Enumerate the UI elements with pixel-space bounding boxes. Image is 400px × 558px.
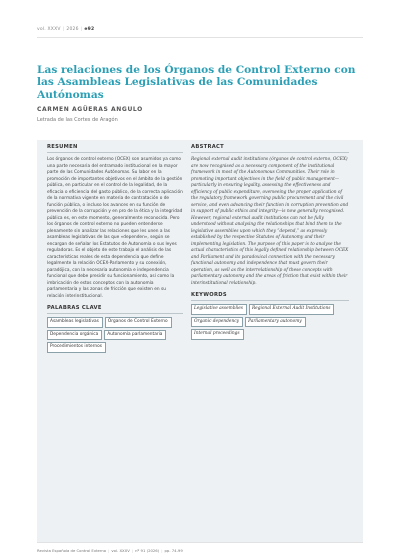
- resumen-heading: RESUMEN: [47, 144, 183, 153]
- spanish-column: [37, 140, 183, 353]
- keyword-tag: Regional External Audit Institutions: [249, 304, 335, 315]
- running-header: vol. XXXV | 2026 | e92: [37, 27, 95, 32]
- palabras-clave-heading: PALABRAS CLAVE: [47, 305, 183, 314]
- author-affiliation: Letrada de las Cortes de Aragón: [37, 117, 118, 123]
- keyword-tag: Legislative assemblies: [191, 304, 247, 315]
- header-volume: vol. XXXV: [37, 27, 61, 32]
- footer-rule: [37, 542, 363, 543]
- keyword-tag: Dependencia orgánica: [47, 330, 102, 341]
- footer-volume: vol. XXXV: [111, 548, 130, 553]
- keyword-tag: Organic dependency: [191, 317, 243, 328]
- header-year: 2026: [66, 27, 79, 32]
- palabras-clave-list: [47, 317, 183, 353]
- keyword-tag: Autonomía parlamentaria: [104, 330, 166, 341]
- running-footer: Revista Española de Control Externo | vol. XXXV | nº 91 (2026) | pp. 74-99: [37, 548, 183, 553]
- article-title: Las relaciones de los Órganos de Control Externo con las Asambleas Legislativas de las Comunidades Autónomas: [37, 64, 356, 101]
- author-name: CARMEN AGÜERAS ANGULO: [37, 106, 143, 113]
- header-rule: [37, 37, 363, 38]
- abstract-panel: [37, 140, 363, 542]
- footer-pages: pp. 74-99: [164, 548, 183, 553]
- abstract-text: Regional external audit institutions (órganos de control externo, OCEX) are now recognised as a necessary component of the institutional framework in most of the Autonomous Communities. Their role in promoting important objectives in the field of public management—particularly in ensuring legality, assessing the effectiveness and efficiency of public expenditure, overseeing the proper application of the regulatory framework governing public procurement and the civil service, and even advancing their function in corruption prevention and in support of public ethics and integrity—is now generally recognised. However, regional external audit institutions can not be fully understood without analysing the relationships that bind them to the legislative assemblies upon which they “depend,” as expressly established by the respective Statutes of Autonomy and their implementing legislation. The purpose of this paper is to analyse the actual characteristics of this legally defined relationship between OCEX and Parliament and its paradoxical connection with the necessary functional autonomy and independence that must govern their operation, as well as the interrelationship of these concepts with parliamentary autonomy and the areas of friction that exist within their interinstitutional relationship.: [191, 157, 349, 286]
- keywords-heading: KEYWORDS: [191, 292, 349, 301]
- keywords-list: [191, 304, 349, 340]
- keyword-tag: Órganos de Control Externo: [105, 317, 172, 328]
- header-page: e92: [84, 27, 95, 32]
- abstract-heading: ABSTRACT: [191, 144, 349, 153]
- english-column: [183, 140, 363, 340]
- footer-journal: Revista Española de Control Externo: [37, 548, 107, 553]
- footer-issue: nº 91 (2026): [135, 548, 160, 553]
- keyword-tag: Asambleas legislativas: [47, 317, 103, 328]
- keyword-tag: Internal proceedings: [191, 329, 244, 340]
- keyword-tag: Procedimientos internos: [47, 342, 106, 353]
- resumen-text: Los órganos de control externo (OCEX) son asumidos ya como una parte necesaria del entramado institucional en la mayor parte de las Comunidades Autónomas. Su labor en la promoción de importantes objetivos en el ámbito de la gestión pública, en particular en el control de la legalidad, de la eficacia o eficiencia del gasto público, de la correcta aplicación de la normativa vigente en materia de contratación o de función pública, o incluso los avances en su función de prevención de la corrupción y en pro de la ética y la integridad pública es, en este momento, generalmente reconocida. Pero los órganos de control externo no pueden entenderse plenamente sin analizar las relaciones que les unen a las asambleas legislativas de las que «dependen», según se encargan de señalar los Estatutos de Autonomía o sus leyes reguladoras. Es el objeto de este trabajo el análisis de las características reales de esta dependencia que define legalmente la relación OCEX-Parlamento y su conexión, paradójica, con la necesaria autonomía e independencia funcional que debe presidir su funcionamiento, así como la imbricación de estos conceptos con la autonomía parlamentaria y las zonas de fricción que existen en su relación interinstitucional.: [47, 157, 183, 299]
- keyword-tag: Parliamentary autonomy: [245, 317, 306, 328]
